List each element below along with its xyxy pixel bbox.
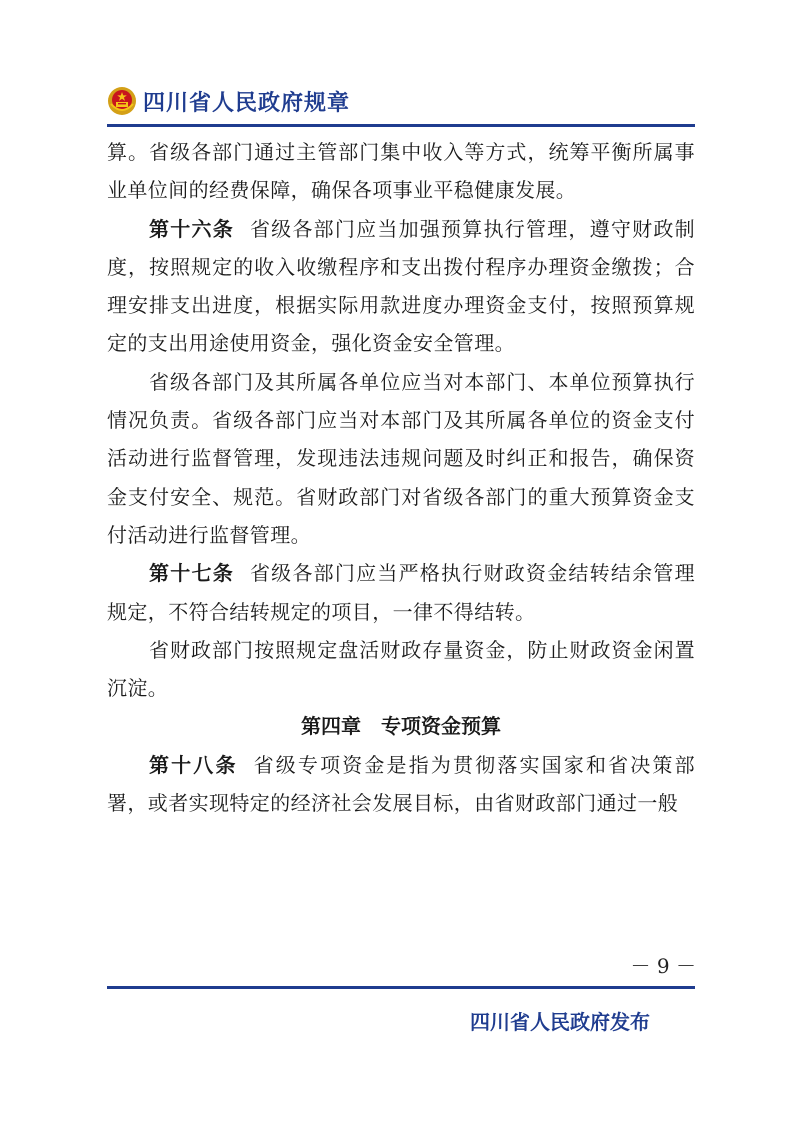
paragraph: 省级各部门及其所属各单位应当对本部门、本单位预算执行情况负责。省级各部门应当对本部门及其所属各单位的资金支付活动进行监督管理，发现违法违规问题及时纠正和报告，确保资金支付安全、规范。省财政部门对省级各部门的重大预算资金支付活动进行监督管理。 bbox=[107, 369, 695, 547]
article-18-text: 省级专项资金是指为贯彻落实国家和省决策部署，或者实现特定的经济社会发展目标，由省财政部门通过一般 bbox=[107, 752, 695, 816]
article-18-title: 第十八条 bbox=[149, 752, 238, 777]
chapter-heading: 第四章 专项资金预算 bbox=[301, 714, 501, 739]
article-17-title: 第十七条 bbox=[149, 561, 234, 586]
regulation-body bbox=[107, 133, 695, 822]
paragraph: 省财政部门按照规定盘活财政存量资金，防止财政资金闲置沉淀。 bbox=[107, 637, 695, 701]
article-16-text: 省级各部门应当加强预算执行管理，遵守财政制度，按照规定的收入收缴程序和支出拨付程序办理资金缴拨；合理安排支出进度，根据实际用款进度办理资金支付，按照预算规定的支出用途使用资金，强化资金安全管理。 bbox=[107, 216, 695, 356]
page-number: － 9 － bbox=[630, 954, 696, 978]
header-title: 四川省人民政府规章 bbox=[143, 90, 351, 116]
national-emblem-icon bbox=[107, 86, 137, 116]
article-16 bbox=[107, 210, 695, 363]
header-divider bbox=[107, 124, 695, 127]
footer-publisher: 四川省人民政府发布 bbox=[470, 1010, 650, 1034]
article-16-title: 第十六条 bbox=[149, 216, 234, 241]
footer-divider bbox=[107, 986, 695, 989]
article-17-text: 省级各部门应当严格执行财政资金结转结余管理规定，不符合结转规定的项目，一律不得结转。 bbox=[107, 561, 695, 624]
article-17 bbox=[107, 554, 695, 631]
paragraph: 算。省级各部门通过主管部门集中收入等方式，统筹平衡所属事业单位间的经费保障，确保各项事业平稳健康发展。 bbox=[107, 140, 695, 203]
article-18 bbox=[107, 746, 695, 823]
page-header bbox=[107, 84, 350, 118]
